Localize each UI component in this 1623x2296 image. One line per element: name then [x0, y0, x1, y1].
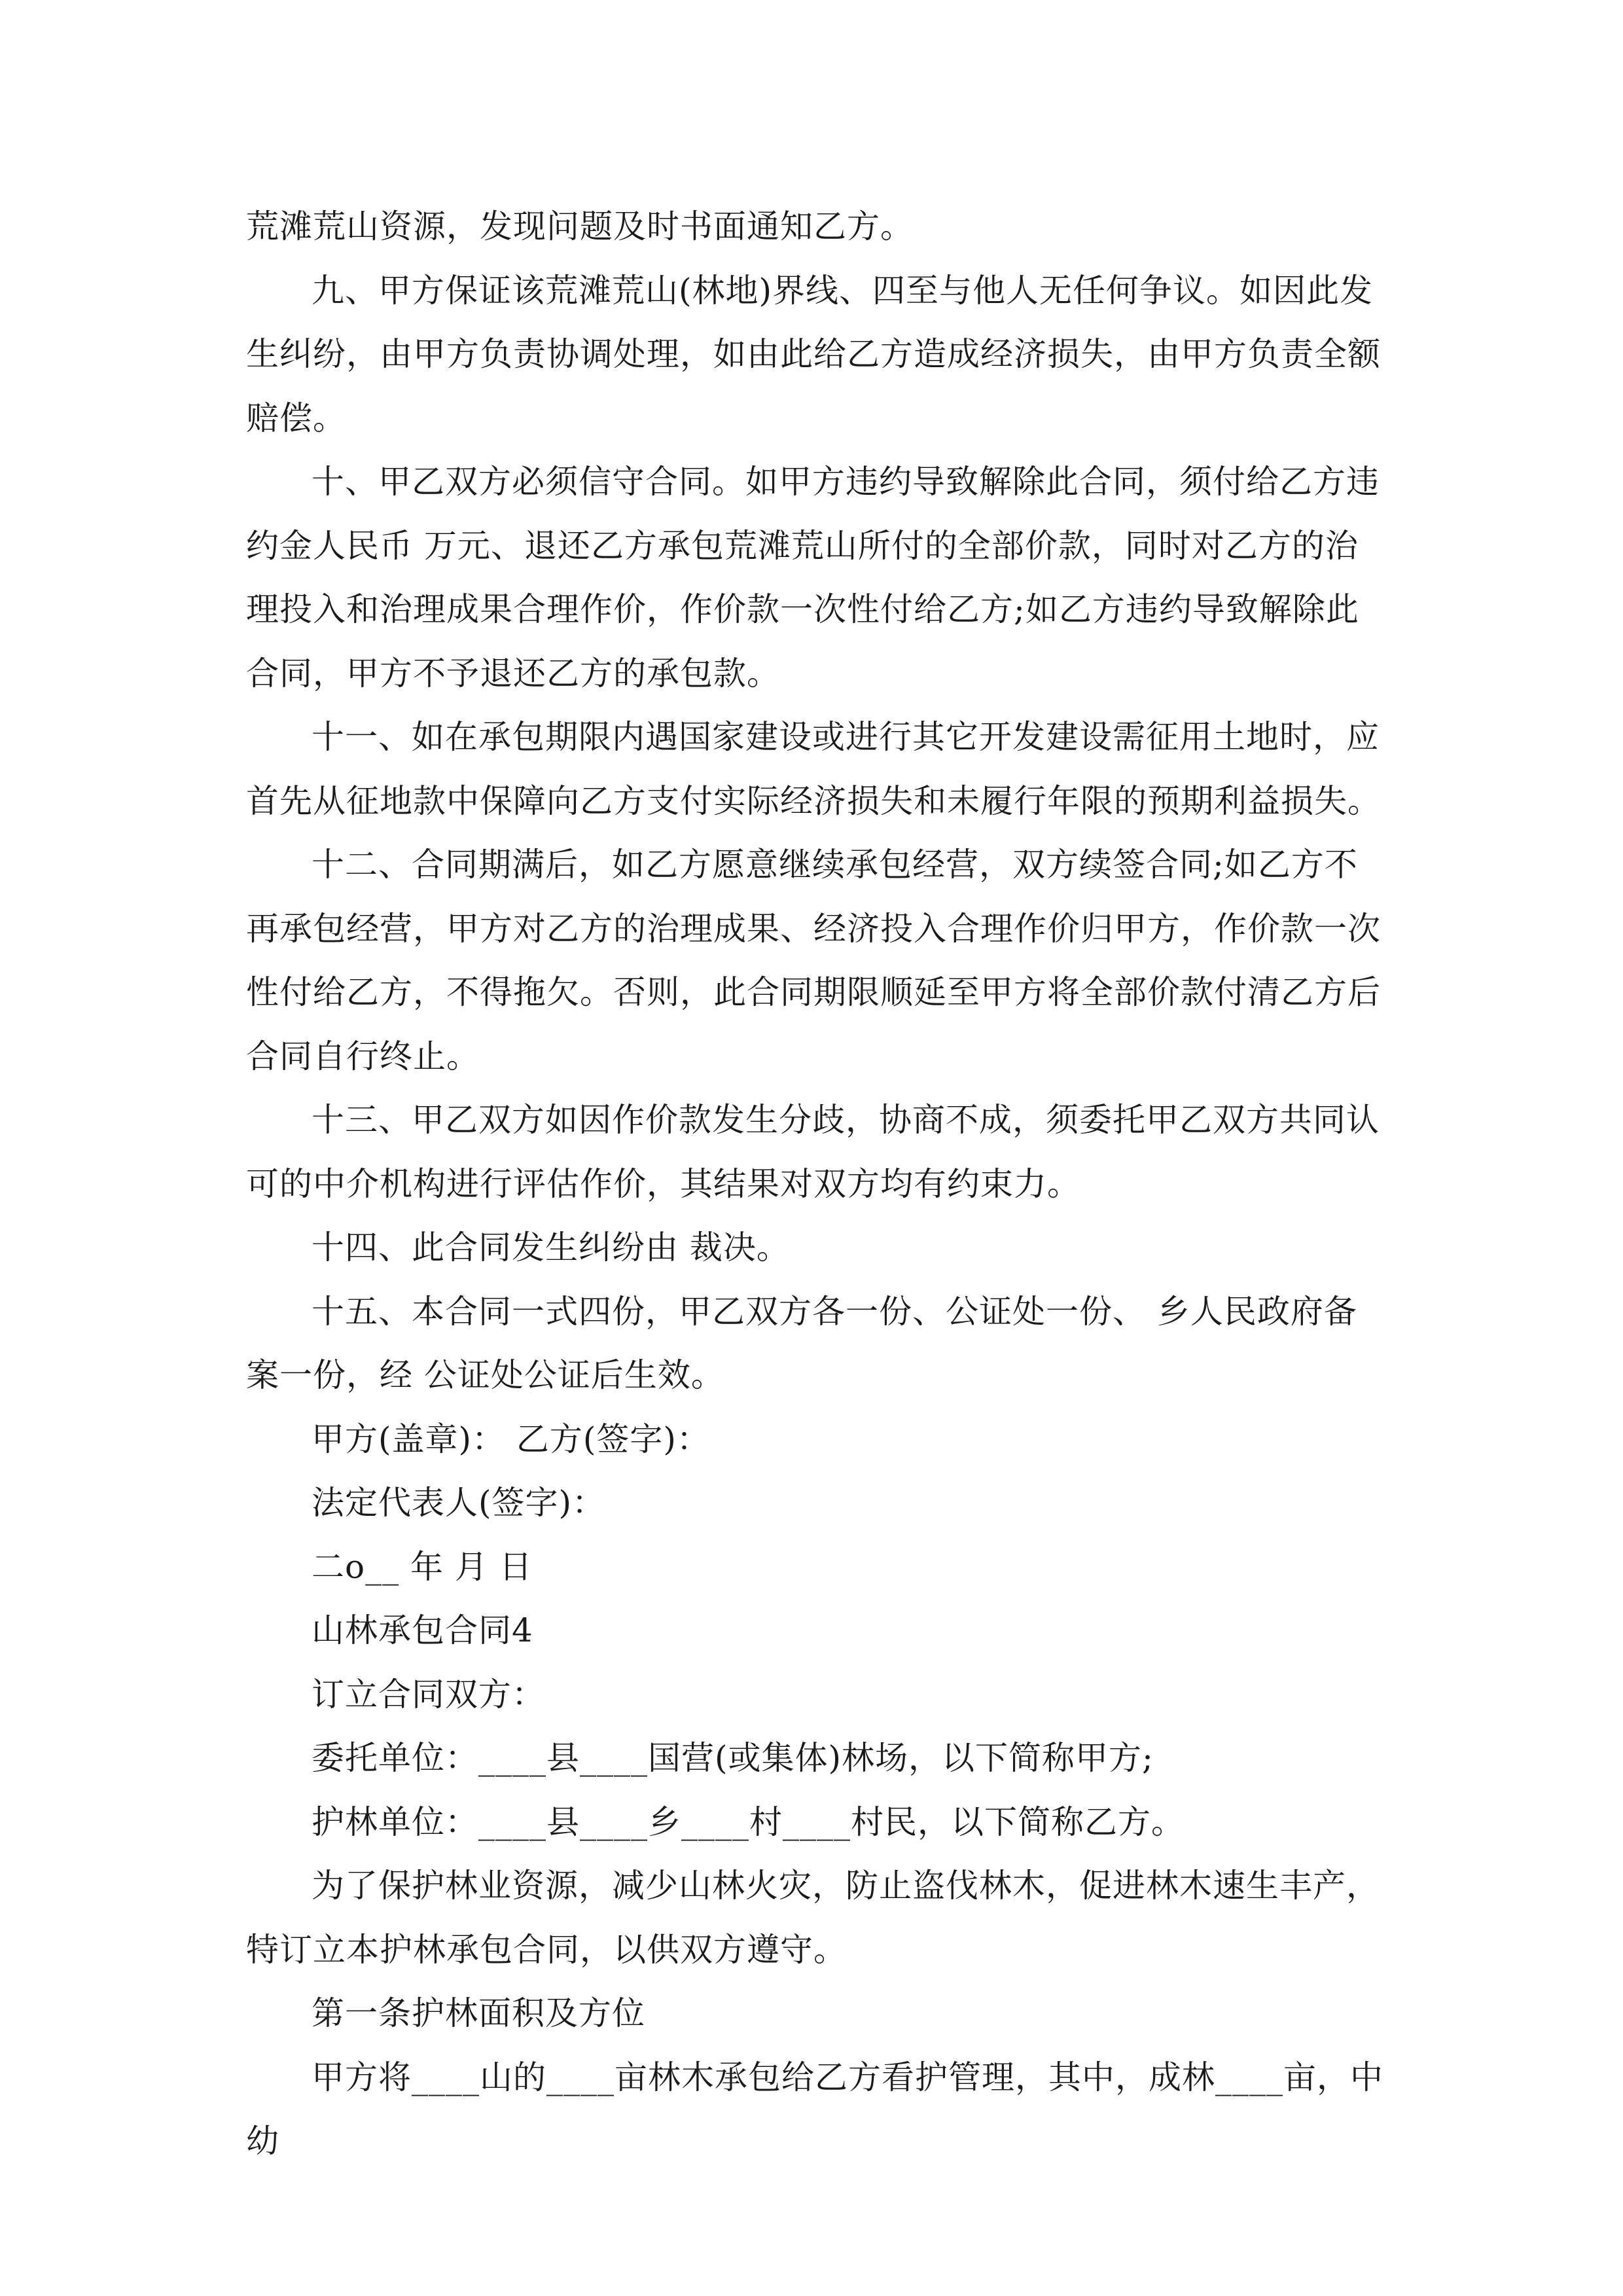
clause-9: 九、甲方保证该荒滩荒山(林地)界线、四至与他人无任何争议。如因此发生纠纷，由甲方负责协调处理，如由此给乙方造成经济损失，由甲方负责全额赔偿。: [246, 271, 1381, 437]
commissioning-unit: 委托单位：____县____国营(或集体)林场，以下简称甲方;: [312, 1739, 1154, 1777]
forest-protection-unit: 护林单位：____县____乡____村____村民，以下简称乙方。: [312, 1803, 1185, 1841]
clause-13: 十三、甲乙双方如因作价款发生分歧，协商不成，须委托甲乙双方共同认可的中介机构进行评估作价，其结果对双方均有约束力。: [246, 1101, 1380, 1203]
paragraph-continuation: 荒滩荒山资源，发现问题及时书面通知乙方。: [246, 207, 914, 245]
article-1-heading: 第一条护林面积及方位: [312, 1994, 645, 2032]
signature-line: 甲方(盖章)： 乙方(签字)：: [312, 1420, 710, 1458]
article-1-body: 甲方将____山的____亩林木承包给乙方看护管理，其中，成林____亩，中幼: [246, 2058, 1383, 2160]
legal-representative-line: 法定代表人(签字)：: [312, 1484, 606, 1522]
clause-12: 十二、合同期满后，如乙方愿意继续承包经营，双方续签合同;如乙方不再承包经营，甲方对乙方的治理成果、经济投入合理作价归甲方，作价款一次性付给乙方，不得拖欠。否则，此合同期限顺延至甲方将全部价款付清乙方后合同自行终止。: [246, 846, 1381, 1075]
clause-14: 十四、此合同发生纠纷由 裁决。: [312, 1229, 790, 1266]
clause-15: 十五、本合同一式四份，甲乙双方各一份、公证处一份、 乡人民政府备案一份，经 公证处公证后生效。: [246, 1292, 1357, 1394]
document-body: [246, 195, 1385, 2174]
parties-heading: 订立合同双方：: [312, 1675, 545, 1713]
section-title: 山林承包合同4: [312, 1611, 533, 1649]
clause-11: 十一、如在承包期限内遇国家建设或进行其它开发建设需征用土地时，应首先从征地款中保障向乙方支付实际经济损失和未履行年限的预期利益损失。: [246, 718, 1381, 820]
clause-10: 十、甲乙双方必须信守合同。如甲方违约导致解除此合同，须付给乙方违约金人民币 万元、退还乙方承包荒滩荒山所付的全部价款，同时对乙方的治理投入和治理成果合理作价，作价款一次性付给乙方;如乙方违约导致解除此合同，甲方不予退还乙方的承包款。: [246, 463, 1380, 692]
date-line: 二o__ 年 月 日: [312, 1547, 533, 1586]
purpose-paragraph: 为了保护林业资源，减少山林火灾，防止盗伐林木，促进林木速生丰产，特订立本护林承包合同，以供双方遵守。: [246, 1867, 1380, 1969]
